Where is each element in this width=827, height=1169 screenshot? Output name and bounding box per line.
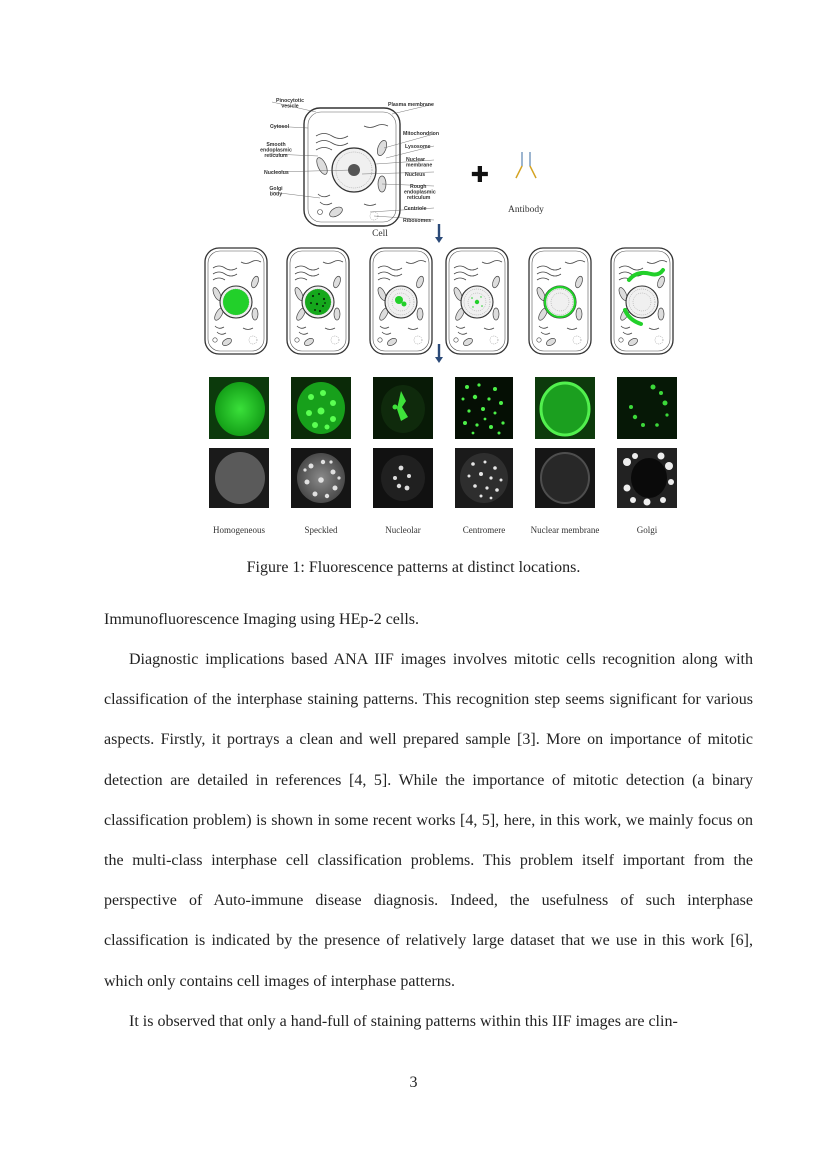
gray-homogeneous [209, 448, 269, 508]
fluorescence-image-row [209, 377, 677, 439]
paragraph-1-text: Immunofluorescence Imaging using HEp-2 cells. [104, 611, 420, 628]
pattern-label-golgi: Golgi [636, 525, 658, 535]
antibody-label: Antibody [508, 205, 544, 215]
label-pinocytotic-vesicle: Pinocytotic vesicle [276, 98, 304, 110]
fluor-nuclear-membrane [535, 377, 595, 439]
paragraph-1 [104, 600, 753, 640]
label-plasma-membrane: Plasma membrane [388, 102, 434, 108]
pattern-cell-row [205, 248, 673, 354]
figure-caption: Figure 1: Fluorescence patterns at distinct locations. [246, 559, 581, 576]
pattern-label-homogeneous: Homogeneous [213, 525, 265, 535]
cell-label: Cell [372, 229, 388, 239]
label-cytosol: Cytosol [270, 124, 290, 130]
pattern-label-centromere: Centromere [462, 525, 506, 535]
paragraph-3-text: It is observed that only a hand-full of staining patterns within this IIF images are clin- [129, 1013, 678, 1030]
gray-nucleolar [373, 448, 433, 508]
down-arrow-2 [435, 344, 443, 363]
pattern-label-nucleolar: Nucleolar [385, 525, 421, 535]
cell-homogeneous [205, 248, 267, 354]
fluor-speckled [291, 377, 351, 439]
pattern-label-speckled: Speckled [304, 525, 338, 535]
label-ribosomes: Ribosomes [403, 218, 431, 224]
cell-speckled [287, 248, 349, 354]
label-nucleus: Nucleus [405, 172, 426, 178]
cell-centromere [446, 248, 508, 354]
grayscale-image-row [209, 448, 677, 508]
label-mitochondrion: Mitochondrion [403, 131, 440, 137]
fluor-centromere [455, 377, 513, 439]
gray-centromere [455, 448, 513, 508]
cell-nuclear-membrane [529, 248, 591, 354]
label-centriole: Centriole [404, 206, 427, 212]
paragraph-3 [104, 1002, 753, 1042]
label-nucleolus: Nucleolus [264, 170, 289, 176]
label-lysosome: Lysosome [405, 144, 431, 150]
gray-golgi [617, 448, 677, 508]
pattern-label-nuclear-membrane: Nuclear membrane [530, 525, 600, 535]
fluor-nucleolar [373, 377, 433, 439]
label-nuclear-membrane: Nuclear membrane [406, 157, 433, 169]
fluor-golgi [617, 377, 677, 439]
page-number: 3 [409, 1074, 418, 1091]
figure-1 [200, 92, 680, 542]
label-golgi-body: Golgi body [269, 186, 283, 198]
plus-icon: ✚ [470, 163, 490, 188]
gray-speckled [291, 448, 351, 508]
cell-golgi [611, 248, 673, 354]
fluor-homogeneous [209, 377, 269, 439]
down-arrow-1 [435, 224, 443, 243]
label-smooth-er: Smooth endoplasmic reticulum [260, 142, 292, 159]
paragraph-2-text: Diagnostic implications based ANA IIF images involves mitotic cells recognition along with classification of the interphase staining patterns. This recognition step seems significant for various aspects. Firstly, it portrays a clean and well prepared sample [3]. More on importance of mitotic detection are detailed in references [4, 5]. While the importance of mitotic detection (a binary classification problem) is shown in some recent works [4, 5], here, in this work, we mainly focus on the multi-class interphase cell classification problems. This problem itself important from the perspective of Auto-immune disease diagnosis. Indeed, the usefulness of such interphase classification is indicated by the presence of relatively large dataset that we use in this work [6], which only contains cell images of interphase patterns. [104, 651, 753, 990]
organelle-labels-left [260, 98, 304, 198]
label-rough-er: Rough endoplasmic reticulum [404, 184, 436, 201]
pattern-labels [213, 525, 658, 535]
cell-nucleolar [370, 248, 432, 354]
paragraph-2 [104, 640, 753, 1002]
gray-nuclear-membrane [535, 448, 595, 508]
antibody-icon [516, 152, 536, 178]
